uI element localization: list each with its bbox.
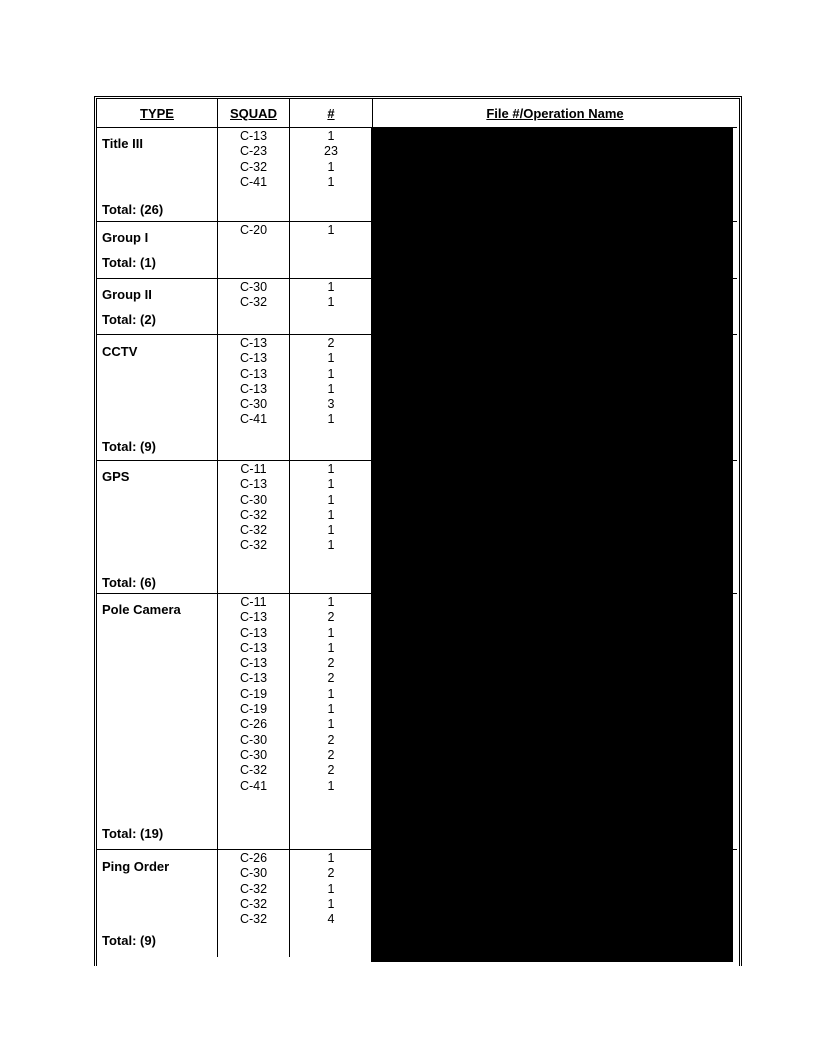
squad-list: C-13 C-13 C-13 C-13 C-30 C-41 [239, 336, 268, 427]
row-total: Total: (26) [102, 202, 164, 217]
row-total: Total: (1) [102, 255, 156, 270]
type-label: CCTV [102, 344, 138, 359]
type-label: Group I [102, 230, 149, 245]
count-list: 1 2 1 1 2 2 1 1 1 2 2 2 1 [327, 595, 335, 793]
type-label: GPS [102, 469, 130, 484]
type-label: Title III [102, 136, 143, 151]
squad-list: C-11 C-13 C-30 C-32 C-32 C-32 [239, 462, 268, 553]
header-type: TYPE [140, 105, 174, 121]
row-total: Total: (2) [102, 312, 156, 327]
header-file-operation: File #/Operation Name [486, 105, 624, 121]
count-list: 2 1 1 1 3 1 [327, 336, 335, 427]
squad-list: C-26 C-30 C-32 C-32 C-32 [239, 851, 268, 927]
type-label: Group II [102, 287, 152, 302]
squad-list: C-13 C-23 C-32 C-41 [239, 129, 268, 189]
type-label: Pole Camera [102, 602, 181, 617]
squad-list: C-30 C-32 [239, 280, 268, 310]
row-total: Total: (9) [102, 933, 156, 948]
header-number: # [327, 105, 335, 121]
squad-list: C-11 C-13 C-13 C-13 C-13 C-13 C-19 C-19 C-26 C-30 C-30 C-32 C-41 [239, 595, 268, 793]
header-squad: SQUAD [230, 105, 277, 121]
row-total: Total: (9) [102, 439, 156, 454]
count-list: 1 2 1 1 4 [327, 851, 335, 927]
count-list: 1 1 1 1 1 1 [327, 462, 335, 553]
row-total: Total: (6) [102, 575, 156, 590]
row-total: Total: (19) [102, 826, 164, 841]
squad-list: C-20 [239, 223, 268, 237]
count-list: 1 1 [327, 280, 335, 310]
redaction-block [371, 128, 733, 962]
count-list: 1 23 1 1 [324, 129, 338, 189]
count-list: 1 [327, 223, 335, 237]
type-label: Ping Order [102, 859, 170, 874]
